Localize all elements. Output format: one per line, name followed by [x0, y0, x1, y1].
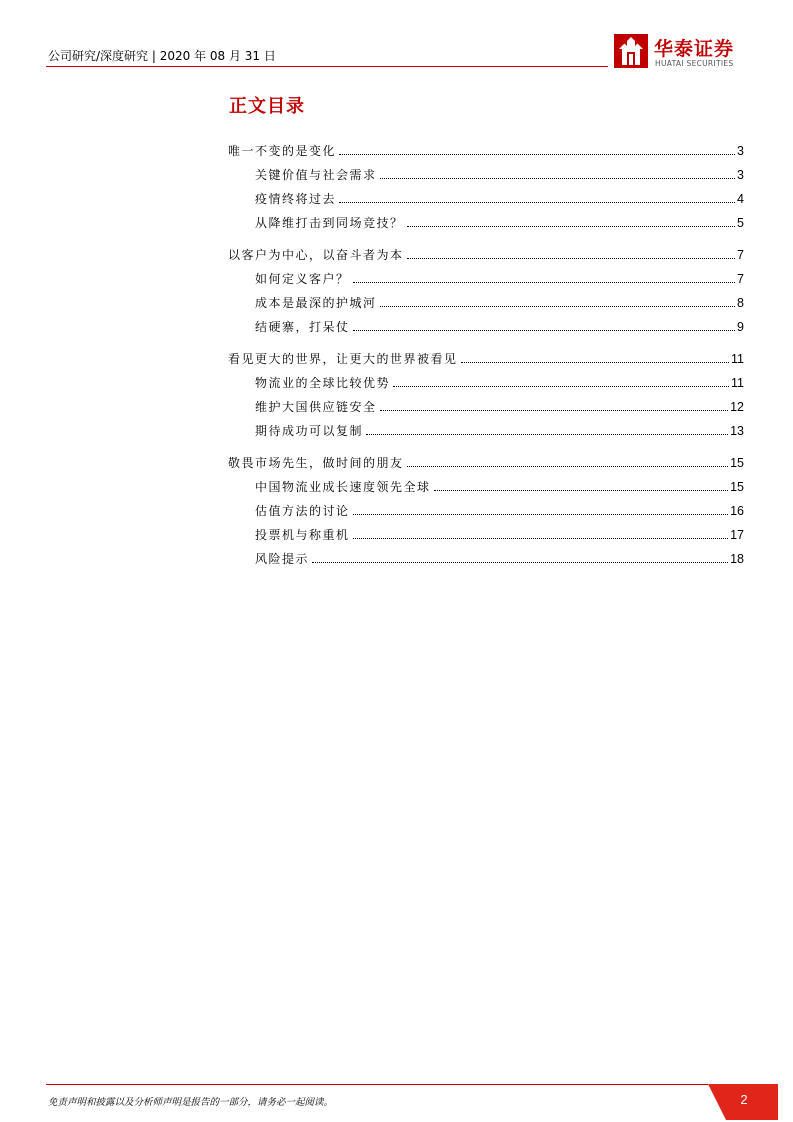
toc-entry-label: 成本是最深的护城河 — [255, 296, 377, 310]
toc-entry-page-number: 16 — [730, 504, 744, 518]
toc-title: 正文目录 — [229, 96, 305, 117]
toc-entry-label: 从降维打击到同场竞技？ — [255, 216, 404, 230]
toc-entry-page-number: 3 — [737, 144, 744, 158]
toc-entry-label: 唯一不变的是变化 — [228, 144, 337, 158]
toc-entry-label: 期待成功可以复制 — [255, 424, 364, 438]
toc-entry-page-number: 8 — [737, 296, 744, 310]
logo-english-name: HUATAI SECURITIES — [655, 59, 734, 68]
toc-entry-page-number: 12 — [730, 400, 744, 414]
huatai-logo-icon — [614, 34, 648, 68]
toc-dot-leader — [339, 201, 735, 203]
toc-entry-label: 投票机与称重机 — [255, 528, 350, 542]
footer-disclaimer: 免责声明和披露以及分析师声明是报告的一部分，请务必一起阅读。 — [48, 1097, 334, 1108]
toc-entry-page-number: 11 — [731, 376, 744, 390]
toc-section-entry[interactable] — [228, 348, 744, 366]
toc-subsection-entry[interactable] — [255, 372, 744, 390]
toc-entry-label: 风险提示 — [255, 552, 310, 566]
toc-subsection-entry[interactable] — [255, 548, 744, 566]
toc-dot-leader — [407, 465, 729, 467]
toc-entry-page-number: 13 — [730, 424, 744, 438]
toc-entry-label: 疫情终将过去 — [255, 192, 337, 206]
toc-entry-label: 估值方法的讨论 — [255, 504, 350, 518]
toc-subsection-entry[interactable] — [255, 164, 744, 182]
toc-dot-leader — [353, 281, 736, 283]
toc-dot-leader — [380, 409, 729, 411]
toc-subsection-entry[interactable] — [255, 500, 744, 518]
huatai-logo — [614, 32, 754, 72]
toc-entry-page-number: 11 — [731, 352, 744, 366]
toc-section-entry[interactable] — [228, 244, 744, 262]
toc-dot-leader — [407, 225, 736, 227]
logo-chinese-name: 华泰证券 — [654, 38, 735, 60]
toc-section-entry[interactable] — [228, 140, 744, 158]
toc-entry-label: 结硬寨，打呆仗 — [255, 320, 350, 334]
toc-dot-leader — [461, 361, 730, 363]
toc-dot-leader — [339, 153, 735, 155]
toc-entry-page-number: 18 — [730, 552, 744, 566]
toc-subsection-entry[interactable] — [255, 292, 744, 310]
header-report-info: 公司研究/深度研究 | 2020 年 08 月 31 日 — [48, 49, 276, 63]
toc-entry-page-number: 9 — [737, 320, 744, 334]
toc-entry-page-number: 15 — [730, 456, 744, 470]
toc-entry-page-number: 15 — [730, 480, 744, 494]
toc-entry-label: 维护大国供应链安全 — [255, 400, 377, 414]
toc-entry-page-number: 3 — [737, 168, 744, 182]
toc-dot-leader — [380, 177, 736, 179]
toc-subsection-entry[interactable] — [255, 476, 744, 494]
toc-dot-leader — [407, 257, 736, 259]
toc-section-entry[interactable] — [228, 452, 744, 470]
toc-dot-leader — [434, 489, 729, 491]
toc-subsection-entry[interactable] — [255, 396, 744, 414]
toc-subsection-entry[interactable] — [255, 268, 744, 286]
toc-entry-page-number: 5 — [737, 216, 744, 230]
page-number: 2 — [740, 1092, 748, 1107]
toc-dot-leader — [380, 305, 736, 307]
toc-entry-label: 物流业的全球比较优势 — [255, 376, 391, 390]
toc-entry-label: 关键价值与社会需求 — [255, 168, 377, 182]
toc-dot-leader — [353, 537, 729, 539]
toc-entry-label: 看见更大的世界，让更大的世界被看见 — [228, 352, 458, 366]
toc-dot-leader — [353, 513, 729, 515]
toc-entry-page-number: 7 — [737, 248, 744, 262]
toc-entry-page-number: 7 — [737, 272, 744, 286]
toc-entry-page-number: 4 — [737, 192, 744, 206]
toc-entry-label: 以客户为中心，以奋斗者为本 — [228, 248, 404, 262]
toc-subsection-entry[interactable] — [255, 188, 744, 206]
toc-subsection-entry[interactable] — [255, 316, 744, 334]
toc-subsection-entry[interactable] — [255, 420, 744, 438]
toc-dot-leader — [366, 433, 728, 435]
toc-entry-label: 如何定义客户？ — [255, 272, 350, 286]
toc-entry-label: 中国物流业成长速度领先全球 — [255, 480, 431, 494]
toc-dot-leader — [353, 329, 736, 331]
toc-dot-leader — [393, 385, 729, 387]
footer-divider — [46, 1084, 708, 1085]
toc-subsection-entry[interactable] — [255, 524, 744, 542]
toc-entry-page-number: 17 — [730, 528, 744, 542]
toc-dot-leader — [312, 561, 728, 563]
toc-subsection-entry[interactable] — [255, 212, 744, 230]
header-divider — [46, 66, 608, 67]
toc-entry-label: 敬畏市场先生，做时间的朋友 — [228, 456, 404, 470]
